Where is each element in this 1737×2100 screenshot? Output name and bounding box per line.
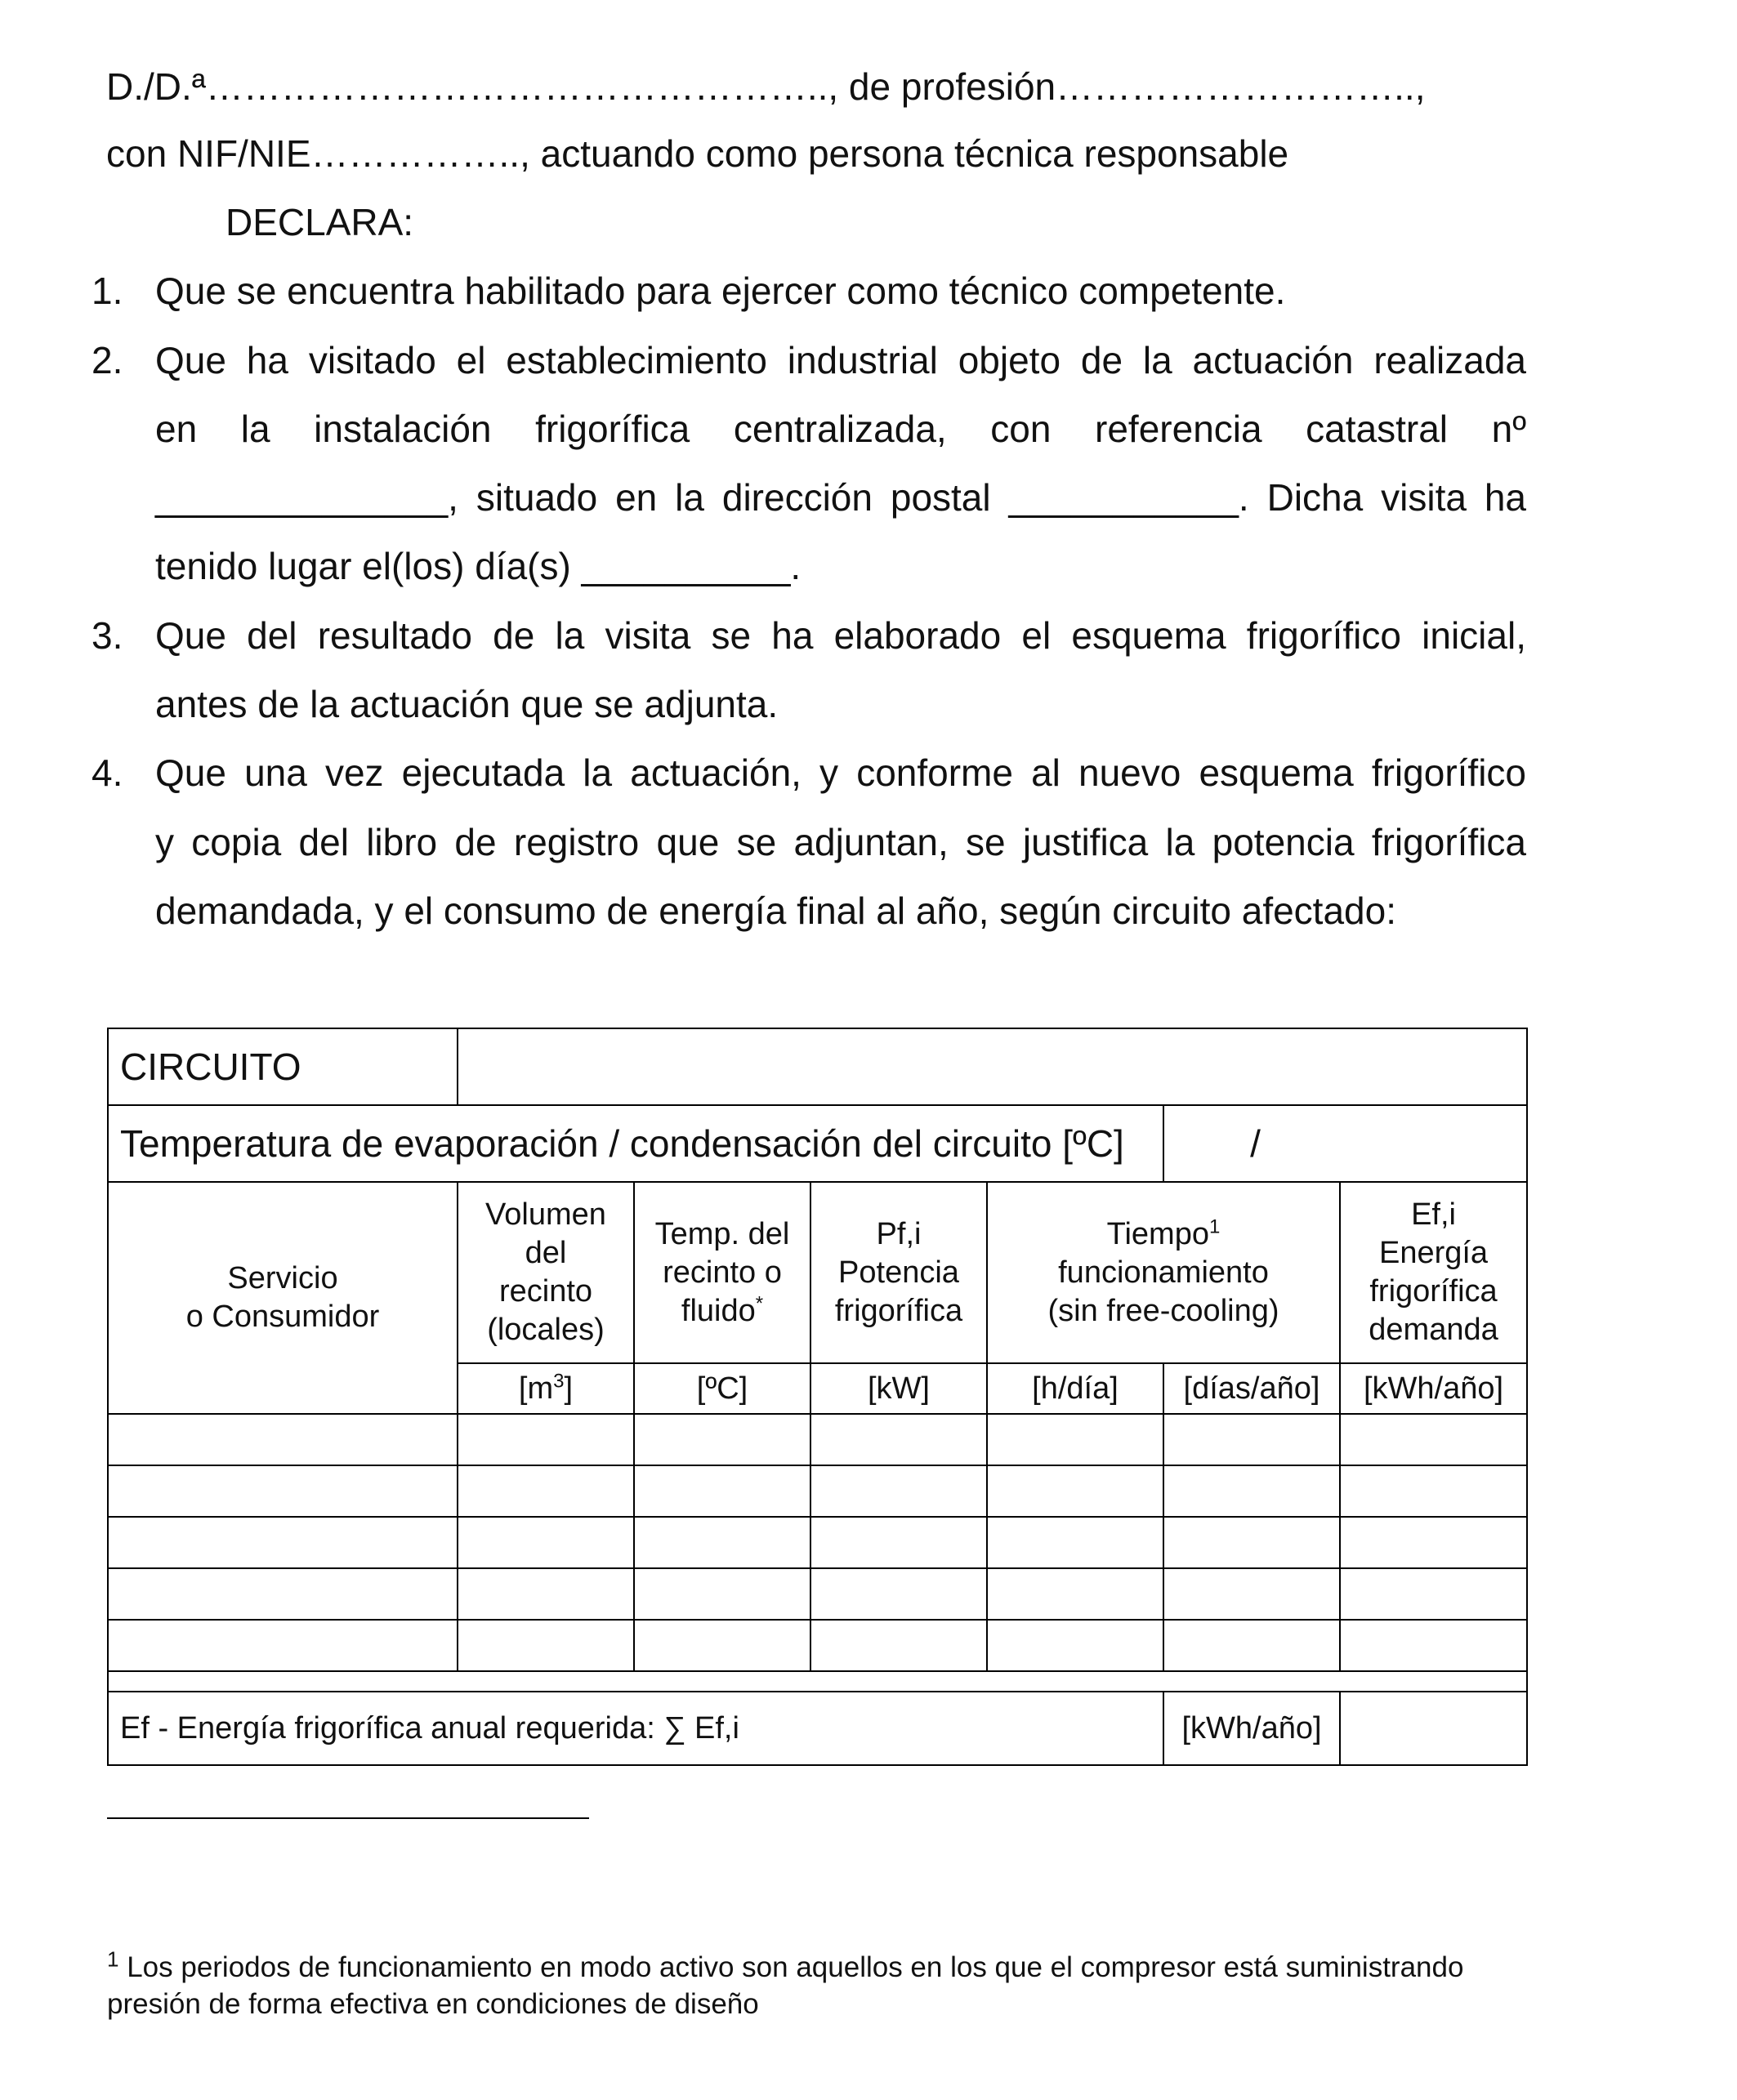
footnote-marker: 1: [107, 1946, 119, 1972]
justify-text: Que del resultado de la visita se ha elaborado el esquema frigorífico inicial,: [155, 614, 1526, 657]
temp-label: Temperatura de evaporación / condensación del circuito [ºC]: [108, 1105, 1163, 1182]
unit-vol-end: ]: [564, 1371, 574, 1406]
table-cell[interactable]: [1340, 1465, 1527, 1517]
table-cell[interactable]: [634, 1620, 810, 1671]
nif-blank[interactable]: ……………..: [310, 132, 520, 175]
col-pf-header: Pf,i Potencia frigorífica: [810, 1182, 987, 1363]
item-number: 1.: [92, 270, 123, 312]
nif-line: [106, 129, 1288, 178]
unit-temp: [ºC]: [634, 1363, 810, 1414]
col-ef-header: Ef,i Energía frigorífica demanda: [1340, 1182, 1527, 1363]
table-cell[interactable]: [1340, 1620, 1527, 1671]
table-cell[interactable]: [1163, 1414, 1340, 1465]
justify-text: Que una vez ejecutada la actuación, y conforme al nuevo esquema frigorífico: [155, 751, 1526, 794]
item-line-justified: [155, 473, 1526, 522]
profession-label: , de profesión: [828, 65, 1056, 108]
table-cell[interactable]: [634, 1414, 810, 1465]
col-tiempo-header: [987, 1182, 1340, 1363]
table-cell[interactable]: [108, 1414, 458, 1465]
role-text: , actuando como persona técnica responsable: [520, 132, 1289, 175]
table-cell[interactable]: [108, 1517, 458, 1568]
item-line-justified: [155, 404, 1526, 453]
table-cell[interactable]: [458, 1620, 634, 1671]
table-cell[interactable]: [987, 1620, 1163, 1671]
circuito-value-field[interactable]: [458, 1028, 1527, 1105]
name-blank[interactable]: …………………………………………..: [205, 65, 828, 108]
item-number: 2.: [92, 339, 123, 381]
item-line-justified: [155, 818, 1526, 867]
table-cell[interactable]: [1340, 1414, 1527, 1465]
footnote-line2: presión de forma efectiva en condiciones de diseño: [107, 1988, 759, 2020]
spacer-cell: [108, 1671, 1527, 1692]
temp-separator: /: [1250, 1122, 1261, 1165]
temp-value-field[interactable]: [1163, 1105, 1527, 1182]
table-cell[interactable]: [810, 1517, 987, 1568]
table-cell[interactable]: [108, 1620, 458, 1671]
table-cell[interactable]: [1340, 1517, 1527, 1568]
table-cell[interactable]: [634, 1517, 810, 1568]
profession-blank[interactable]: ………………………..: [1056, 65, 1415, 108]
footnote: [107, 1946, 1464, 2022]
table-cell[interactable]: [987, 1465, 1163, 1517]
unit-vol-sup: 3: [553, 1369, 565, 1392]
table-cell[interactable]: [987, 1517, 1163, 1568]
col-tiempo-title: Tiempo: [1106, 1216, 1209, 1251]
item-line-justified: [155, 336, 1526, 385]
col-temp-header: [634, 1182, 810, 1363]
table-row: [108, 1517, 1527, 1568]
declara-heading: DECLARA:: [225, 201, 414, 243]
table-cell[interactable]: [1340, 1568, 1527, 1620]
table-cell[interactable]: [1163, 1620, 1340, 1671]
table-cell[interactable]: [987, 1414, 1163, 1465]
table-cell[interactable]: [1163, 1465, 1340, 1517]
table-cell[interactable]: [810, 1414, 987, 1465]
justify-text: y copia del libro de registro que se adjuntan, se justifica la potencia frigorífica: [155, 821, 1526, 863]
spacer-row: [108, 1671, 1527, 1692]
item-line: antes de la actuación que se adjunta.: [155, 683, 779, 725]
item-number: 4.: [92, 751, 123, 794]
nif-label: con NIF/NIE: [106, 132, 311, 175]
table-cell[interactable]: [1163, 1517, 1340, 1568]
comma: ,: [1414, 65, 1426, 108]
unit-ef: [kWh/año]: [1340, 1363, 1527, 1414]
table-cell[interactable]: [987, 1568, 1163, 1620]
table-cell[interactable]: [810, 1465, 987, 1517]
unit-pf: [kW]: [810, 1363, 987, 1414]
justify-text: Que ha visitado el establecimiento industrial objeto de la actuación realizada: [155, 339, 1526, 381]
col-volumen-header: Volumen del recinto (locales): [458, 1182, 634, 1363]
item-line-justified: [155, 611, 1526, 660]
table-row: [108, 1465, 1527, 1517]
item-line-justified: [155, 748, 1526, 797]
table-cell[interactable]: [458, 1465, 634, 1517]
total-value-field[interactable]: [1340, 1692, 1527, 1765]
footnote-ref: 1: [1208, 1215, 1221, 1237]
col-servicio-header: Servicio o Consumidor: [108, 1182, 458, 1414]
col-temp-text: Temp. del recinto o fluido: [654, 1216, 790, 1328]
circuit-table: [107, 1028, 1528, 1766]
footnote-line1: Los periodos de funcionamiento en modo activo son aquellos en los que el compresor está suministrando: [118, 1951, 1464, 1983]
total-unit: [kWh/año]: [1163, 1692, 1340, 1765]
item-number: 3.: [92, 614, 123, 657]
table-row: [108, 1620, 1527, 1671]
table-cell[interactable]: [810, 1568, 987, 1620]
table-row: [108, 1414, 1527, 1465]
total-label: Ef - Energía frigorífica anual requerida: ∑ Ef,i: [108, 1692, 1163, 1765]
table-cell[interactable]: [1163, 1568, 1340, 1620]
table-row: [108, 1568, 1527, 1620]
table-cell[interactable]: [458, 1414, 634, 1465]
unit-volumen: [458, 1363, 634, 1414]
item-line: tenido lugar el(los) día(s) __________.: [155, 545, 802, 587]
col-tiempo-sub: funcionamiento (sin free-cooling): [1047, 1255, 1279, 1328]
table-cell[interactable]: [634, 1465, 810, 1517]
footnote-separator: [107, 1817, 589, 1819]
unit-dias: [días/año]: [1163, 1363, 1340, 1414]
unit-hdia: [h/día]: [987, 1363, 1163, 1414]
asterisk-mark: *: [755, 1291, 764, 1314]
circuito-label: CIRCUITO: [108, 1028, 458, 1105]
table-cell[interactable]: [810, 1620, 987, 1671]
justify-text: ______________, situado en la dirección postal ___________. Dicha visita ha: [155, 476, 1526, 519]
item-line: demandada, y el consumo de energía final al año, según circuito afectado:: [155, 889, 1396, 932]
name-prefix: D./D.ª: [106, 65, 206, 108]
item-line: Que se encuentra habilitado para ejercer como técnico competente.: [155, 270, 1286, 312]
table-cell[interactable]: [458, 1568, 634, 1620]
unit-vol-base: [m: [518, 1371, 554, 1406]
justify-text: en la instalación frigorífica centralizada, con referencia catastral nº: [155, 408, 1526, 450]
table-cell[interactable]: [108, 1568, 458, 1620]
table-cell[interactable]: [458, 1517, 634, 1568]
table-cell[interactable]: [108, 1465, 458, 1517]
identity-line: [106, 62, 1425, 111]
table-cell[interactable]: [634, 1568, 810, 1620]
